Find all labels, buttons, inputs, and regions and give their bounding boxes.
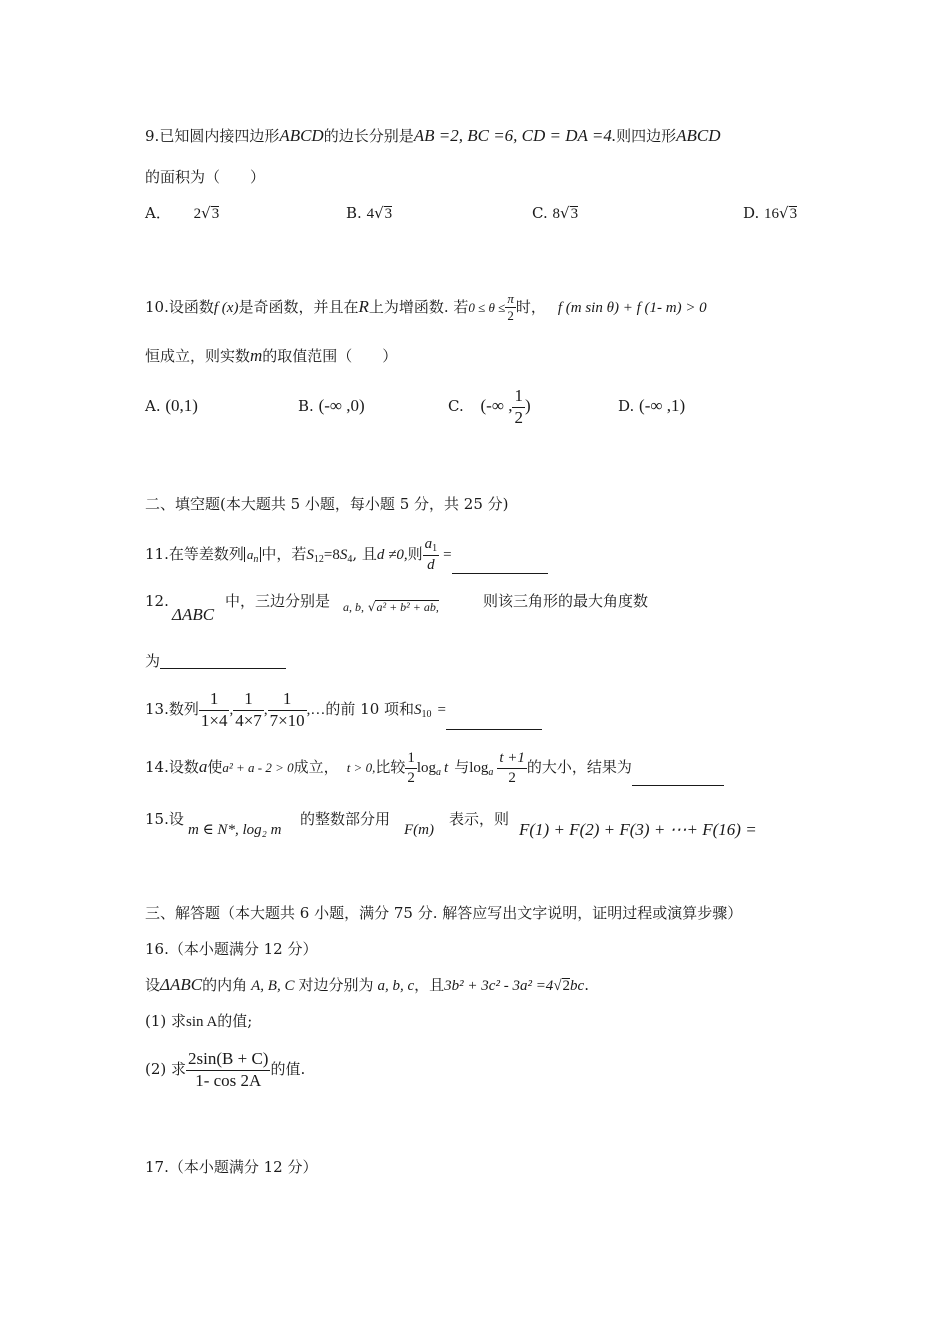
q16-sides: a, b, c bbox=[377, 978, 415, 994]
q16-text-2: 的内角 bbox=[202, 976, 248, 994]
pi-over-2-fraction bbox=[505, 292, 516, 324]
log-2-base: a bbox=[488, 767, 494, 778]
q9-text-3: 则四边形 bbox=[616, 127, 677, 145]
option-coef: 8 bbox=[552, 206, 560, 222]
fraction-1 bbox=[199, 690, 230, 730]
question-12-line-2 bbox=[145, 654, 286, 669]
t-plus-1-over-2-fraction bbox=[497, 750, 527, 786]
option-value-left: (-∞ , bbox=[480, 396, 513, 416]
q10-inequality: f (m sin θ) + f (1- m) > 0 bbox=[557, 299, 707, 316]
option-label: D. bbox=[618, 397, 635, 415]
a-n: a bbox=[246, 546, 254, 562]
frac-numerator: t +1 bbox=[497, 750, 527, 769]
frac-denominator: 2 bbox=[507, 308, 514, 324]
answer-blank[interactable] bbox=[446, 715, 542, 730]
equals-sign: = bbox=[443, 546, 452, 563]
question-17-heading: 17.（本小题满分 12 分） bbox=[145, 1158, 318, 1176]
frac-numerator: 2sin(B + C) bbox=[186, 1050, 270, 1071]
q16-equation-right: bc bbox=[570, 978, 585, 994]
radicand: 3 bbox=[384, 206, 393, 222]
question-10-line-1 bbox=[145, 292, 707, 324]
q10-m: m bbox=[250, 346, 263, 365]
section-3-heading: 三、解答题（本大题共 6 小题，满分 75 分. 解答应写出文字说明，证明过程或演算步骤） bbox=[145, 904, 743, 922]
q14-text-3: 成立， bbox=[293, 758, 339, 776]
sqrt-symbol: √2 bbox=[553, 978, 571, 994]
radicand: 3 bbox=[211, 206, 220, 222]
q16-equation-left: 3b² + 3c² - 3a² =4 bbox=[444, 978, 554, 994]
q14-number: 14. bbox=[145, 758, 169, 776]
q10-option-c bbox=[448, 387, 531, 427]
q16-text: 设 bbox=[145, 976, 161, 994]
frac-numerator: a bbox=[424, 536, 433, 552]
t-condition: t > 0, bbox=[346, 760, 376, 775]
q11-text-4: 则 bbox=[407, 544, 423, 563]
section-2-heading: 二、填空题(本大题共 5 小题，每小题 5 分，共 25 分) bbox=[145, 495, 509, 513]
q13-number: 13. bbox=[145, 700, 169, 719]
q9-abcd-2: ABCD bbox=[676, 126, 721, 145]
q14-text-4: 比较 bbox=[375, 758, 406, 776]
q15-number: 15. bbox=[145, 810, 169, 828]
frac-denominator: 2 bbox=[407, 769, 415, 786]
q16-part-2 bbox=[145, 1050, 305, 1090]
q16-part-2-text: 的值. bbox=[270, 1060, 306, 1079]
log-2: log bbox=[469, 760, 489, 776]
one-half-fraction bbox=[405, 750, 417, 786]
q15-sum: F(1) + F(2) + F(3) + ⋯+ F(16) = bbox=[519, 820, 757, 839]
option-label: C. bbox=[532, 204, 548, 222]
q16-triangle: ΔABC bbox=[160, 975, 203, 994]
q12-text: 中，三边分别是 bbox=[225, 592, 331, 610]
q16-part-2-fraction bbox=[186, 1050, 270, 1090]
q11-text-3: , 且 bbox=[352, 544, 377, 563]
sequence-braces bbox=[244, 546, 262, 565]
q10-line2-text: 恒成立，则实数 bbox=[145, 347, 251, 365]
q15-text-3: 表示，则 bbox=[449, 810, 510, 828]
ellipsis: ,… bbox=[306, 702, 326, 719]
sqrt-symbol: √a² + b² + ab, bbox=[367, 600, 439, 614]
frac-denominator: 4×7 bbox=[235, 710, 262, 730]
q10-line2-text-2: 的取值范围（ ） bbox=[262, 347, 398, 365]
frac-numerator: 1 bbox=[233, 690, 264, 711]
answer-blank[interactable] bbox=[452, 559, 548, 574]
option-value: (0,1) bbox=[165, 396, 198, 415]
d-condition: d ≠0, bbox=[376, 546, 408, 563]
log-1-arg: t bbox=[444, 760, 449, 776]
s4-subscript: 4 bbox=[347, 553, 353, 565]
q16-part-1-text: 的值; bbox=[217, 1012, 253, 1030]
option-value: (-∞ ,1) bbox=[639, 396, 686, 415]
frac-denominator: 7×10 bbox=[269, 710, 305, 730]
option-coef: 4 bbox=[366, 206, 375, 222]
q14-text-6: 的大小，结果为 bbox=[526, 758, 632, 776]
frac-numerator: 1 bbox=[512, 387, 525, 408]
frac-denominator: 1×4 bbox=[200, 710, 228, 730]
sqrt-symbol: √3 bbox=[560, 204, 579, 222]
radicand: a² + b² + ab, bbox=[376, 600, 439, 614]
q10-fx: f (x) bbox=[213, 299, 239, 316]
question-16-heading: 16.（本小题满分 12 分） bbox=[145, 940, 318, 958]
option-label: B. bbox=[346, 204, 362, 222]
sin-A: sin A bbox=[186, 1014, 218, 1030]
sqrt-symbol: √3 bbox=[201, 204, 220, 222]
radicand: 3 bbox=[570, 206, 579, 222]
question-15-number bbox=[145, 812, 184, 827]
q11-text: 在等差数列 bbox=[168, 544, 244, 563]
question-10-line-2 bbox=[145, 347, 397, 364]
q10-R: R bbox=[358, 296, 369, 316]
q14-text-5: 与 bbox=[454, 758, 470, 776]
q10-text: 设函数 bbox=[168, 297, 214, 316]
frac-denominator: 1- cos 2A bbox=[195, 1070, 262, 1090]
q13-text-2: 的前 10 项和 bbox=[325, 700, 415, 719]
q10-number: 10. bbox=[145, 297, 169, 316]
s4: S bbox=[339, 546, 348, 563]
option-coef: 2 bbox=[193, 206, 202, 222]
q16-angles: A, B, C bbox=[251, 978, 295, 994]
answer-blank[interactable] bbox=[632, 771, 724, 786]
s10: S bbox=[414, 702, 422, 719]
option-label: A． bbox=[145, 204, 171, 222]
option-label: A. bbox=[145, 397, 161, 415]
frac-numerator: π bbox=[505, 292, 516, 308]
q16-text-3: 对边分别为 bbox=[298, 976, 374, 994]
question-11 bbox=[145, 536, 548, 574]
q16-part-2-label: (2) 求 bbox=[145, 1060, 187, 1079]
fraction-2 bbox=[233, 690, 264, 730]
log-1-base: a bbox=[436, 767, 442, 778]
q15-Fm: F(m) bbox=[404, 822, 434, 838]
q9-option-c bbox=[532, 206, 578, 222]
q15-text: 设 bbox=[168, 810, 184, 828]
q9-option-b bbox=[346, 206, 392, 222]
q9-option-a bbox=[145, 206, 219, 222]
q11-number: 11. bbox=[145, 544, 169, 563]
option-value-right: ) bbox=[524, 396, 531, 416]
q14-text: 设数 bbox=[168, 758, 199, 776]
q12-text-2: 则该三角形的最大角度数 bbox=[483, 592, 649, 610]
s12: S bbox=[306, 546, 314, 563]
frac-numerator: 1 bbox=[268, 690, 307, 711]
equals-8: =8 bbox=[323, 546, 340, 563]
q10-condition: 0 ≤ θ ≤ bbox=[468, 299, 506, 315]
q12-line2-text: 为 bbox=[145, 652, 161, 670]
equals-sign: = bbox=[437, 702, 446, 719]
q16-part-1-label: (1) 求 bbox=[145, 1012, 187, 1030]
q9-option-d bbox=[743, 206, 797, 222]
s12-subscript: 12 bbox=[313, 553, 324, 565]
question-12-number: 12. bbox=[145, 592, 169, 610]
frac-numerator: 1 bbox=[405, 750, 417, 769]
q10-text-4: 时， bbox=[515, 297, 546, 316]
fraction-3 bbox=[268, 690, 307, 730]
q16-text-4: ，且 bbox=[414, 976, 445, 994]
q13-text: 数列 bbox=[168, 700, 199, 719]
log-1: log bbox=[416, 760, 437, 776]
q10-text-3: 上为增函数. 若 bbox=[368, 297, 469, 316]
frac-numerator-subscript: 1 bbox=[432, 543, 438, 554]
q12-triangle: ΔABC bbox=[172, 605, 215, 624]
a1-over-d-fraction bbox=[423, 536, 440, 574]
question-9-line-1 bbox=[145, 127, 721, 144]
option-value: (-∞ ,0) bbox=[318, 396, 365, 415]
option-coef: 16 bbox=[764, 206, 780, 222]
q9-text: 已知圆内接四边形 bbox=[159, 127, 280, 145]
q14-inequality: a² + a - 2 > 0 bbox=[222, 760, 294, 775]
a-n-subscript: n bbox=[253, 553, 259, 565]
q9-abcd: ABCD bbox=[279, 126, 324, 145]
q10-text-2: 是奇函数，并且在 bbox=[238, 297, 359, 316]
q9-number: 9. bbox=[145, 127, 160, 145]
q12-sides-ab: a, b, bbox=[343, 600, 364, 614]
q9-sides: AB =2, BC =6, CD = DA =4. bbox=[413, 126, 617, 145]
q16-part-1 bbox=[145, 1014, 252, 1030]
one-half-fraction bbox=[512, 387, 525, 427]
q10-option-d bbox=[618, 397, 685, 414]
frac-numerator: 1 bbox=[199, 690, 230, 711]
question-14 bbox=[145, 750, 724, 786]
frac-denominator: 2 bbox=[514, 407, 523, 427]
q11-text-2: 中，若 bbox=[261, 544, 307, 563]
sqrt-symbol: √3 bbox=[779, 204, 798, 222]
frac-denominator: 2 bbox=[508, 769, 516, 786]
radicand: 3 bbox=[789, 206, 798, 222]
question-13: 13.数列 $\frac{1}{1\times 4}$ , $\frac{1}{4\times 7}$ , $\frac{1}{7\times 10}$ ,…的前 10 项和$S_{10}$ = bbox=[145, 690, 542, 730]
sqrt-symbol: √3 bbox=[374, 204, 393, 222]
q15-text-2: 的整数部分用 bbox=[300, 810, 391, 828]
answer-blank[interactable] bbox=[160, 654, 286, 669]
period: . bbox=[584, 976, 589, 994]
q9-text-2: 的边长分别是 bbox=[323, 127, 414, 145]
question-16-statement bbox=[145, 976, 589, 994]
q14-text-2: 使 bbox=[207, 758, 223, 776]
frac-denominator: d bbox=[427, 557, 435, 573]
option-label: B. bbox=[298, 397, 314, 415]
option-label: C. bbox=[448, 397, 464, 416]
s10-subscript: 10 bbox=[421, 709, 432, 721]
radicand: 2 bbox=[562, 978, 571, 994]
q10-option-a bbox=[145, 397, 198, 414]
question-9-line-2: 的面积为（ ） bbox=[145, 168, 266, 186]
q14-a: a bbox=[198, 757, 208, 776]
option-label: D. bbox=[743, 204, 760, 222]
q12-sides bbox=[343, 600, 439, 613]
q15-condition: m ∈ N*, log₂ m bbox=[188, 822, 282, 838]
q10-option-b bbox=[298, 397, 365, 414]
